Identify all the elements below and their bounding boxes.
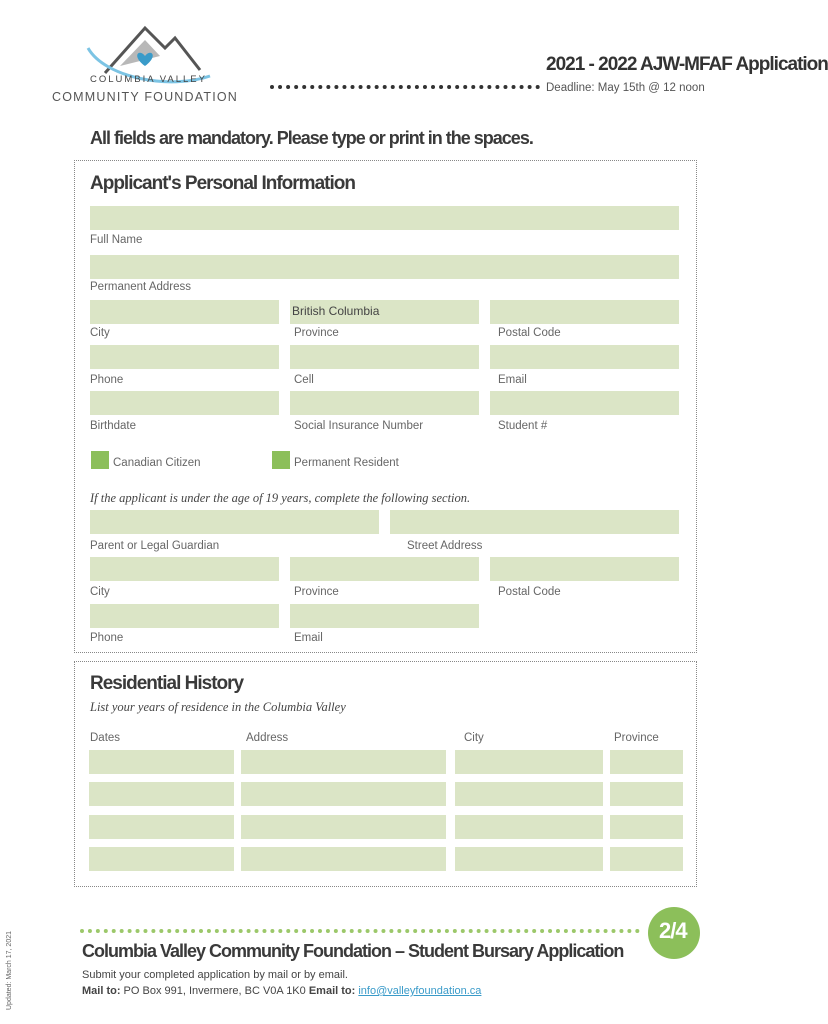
province-input[interactable]: British Columbia [290,300,479,324]
province-label: Province [294,327,339,339]
guardian-label: Parent or Legal Guardian [90,540,220,552]
mail-address: PO Box 991, Invermere, BC V0A 1K0 [120,985,309,997]
residence-row3-city-input[interactable] [455,815,603,839]
email-label: Email to: [308,985,356,997]
footer-submit: Submit your completed application by mail or by email. [82,969,348,981]
sin-label: Social Insurance Number [294,420,424,432]
residence-row1-dates-input[interactable] [89,750,234,774]
sin-input[interactable] [290,391,479,415]
residence-row2-address-input[interactable] [241,782,446,806]
guardian-email-input[interactable] [290,604,479,628]
street-address-input[interactable] [390,510,679,534]
canadian-citizen-checkbox[interactable] [91,451,109,469]
mail-label: Mail to: [82,985,121,997]
phone-input[interactable] [90,345,279,369]
logo-line2: COMMUNITY FOUNDATION [52,90,239,104]
residence-row3-province-input[interactable] [610,815,683,839]
email-label: Email [498,374,527,386]
cell-label: Cell [294,374,314,386]
permanent-address-input[interactable] [90,255,679,279]
logo [50,18,250,108]
city-input[interactable] [90,300,279,324]
personal-heading: Applicant's Personal Information [90,173,355,194]
cell-input[interactable] [290,345,479,369]
residence-row3-dates-input[interactable] [89,815,234,839]
footer-divider [80,929,640,933]
footer-mail [82,985,481,997]
guardian-note: If the applicant is under the age of 19 years, complete the following section. [90,491,471,505]
guardian-input[interactable] [90,510,379,534]
student-number-label: Student # [498,420,548,432]
email-input[interactable] [490,345,679,369]
logo-line1: COLUMBIA VALLEY [90,74,207,85]
guardian-postal-input[interactable] [490,557,679,581]
guardian-province-label: Province [294,586,339,598]
deadline: Deadline: May 15th @ 12 noon [546,82,705,94]
full-name-label: Full Name [90,234,143,246]
guardian-phone-input[interactable] [90,604,279,628]
residence-row1-province-input[interactable] [610,750,683,774]
guardian-city-input[interactable] [90,557,279,581]
residence-row3-address-input[interactable] [241,815,446,839]
residence-row1-address-input[interactable] [241,750,446,774]
footer-title: Columbia Valley Community Foundation – Student Bursary Application [82,941,624,961]
permanent-address-label: Permanent Address [90,281,192,293]
permanent-resident-checkbox[interactable] [272,451,290,469]
residence-row2-province-input[interactable] [610,782,683,806]
guardian-postal-label: Postal Code [498,586,561,598]
street-address-label: Street Address [407,540,483,552]
postal-code-label: Postal Code [498,327,561,339]
col-address: Address [246,732,289,744]
residence-row2-dates-input[interactable] [89,782,234,806]
residence-row4-province-input[interactable] [610,847,683,871]
residence-row4-city-input[interactable] [455,847,603,871]
full-name-input[interactable] [90,206,679,230]
student-number-input[interactable] [490,391,679,415]
permanent-resident-label: Permanent Resident [294,457,399,469]
canadian-citizen-label: Canadian Citizen [113,457,201,469]
col-province: Province [614,732,659,744]
guardian-phone-label: Phone [90,632,124,644]
guardian-city-label: City [90,586,110,598]
residence-row4-address-input[interactable] [241,847,446,871]
col-city: City [464,732,484,744]
guardian-email-label: Email [294,632,323,644]
email-link[interactable]: info@valleyfoundation.ca [358,985,482,997]
page-number: 2/4 [659,918,687,943]
city-label: City [90,327,110,339]
phone-label: Phone [90,374,124,386]
residence-row1-city-input[interactable] [455,750,603,774]
residence-row4-dates-input[interactable] [89,847,234,871]
postal-code-input[interactable] [490,300,679,324]
residential-heading: Residential History [90,673,244,694]
residence-row2-city-input[interactable] [455,782,603,806]
header-divider [270,85,540,89]
guardian-province-input[interactable] [290,557,479,581]
col-dates: Dates [90,732,121,744]
birthdate-label: Birthdate [90,420,137,432]
app-title: 2021 - 2022 AJW-MFAF Application [546,54,828,75]
residential-subheading: List your years of residence in the Columbia Valley [90,700,346,714]
birthdate-input[interactable] [90,391,279,415]
instructions: All fields are mandatory. Please type or print in the spaces. [90,128,533,148]
updated-note: Updated: March 17, 2021 [6,931,13,1010]
